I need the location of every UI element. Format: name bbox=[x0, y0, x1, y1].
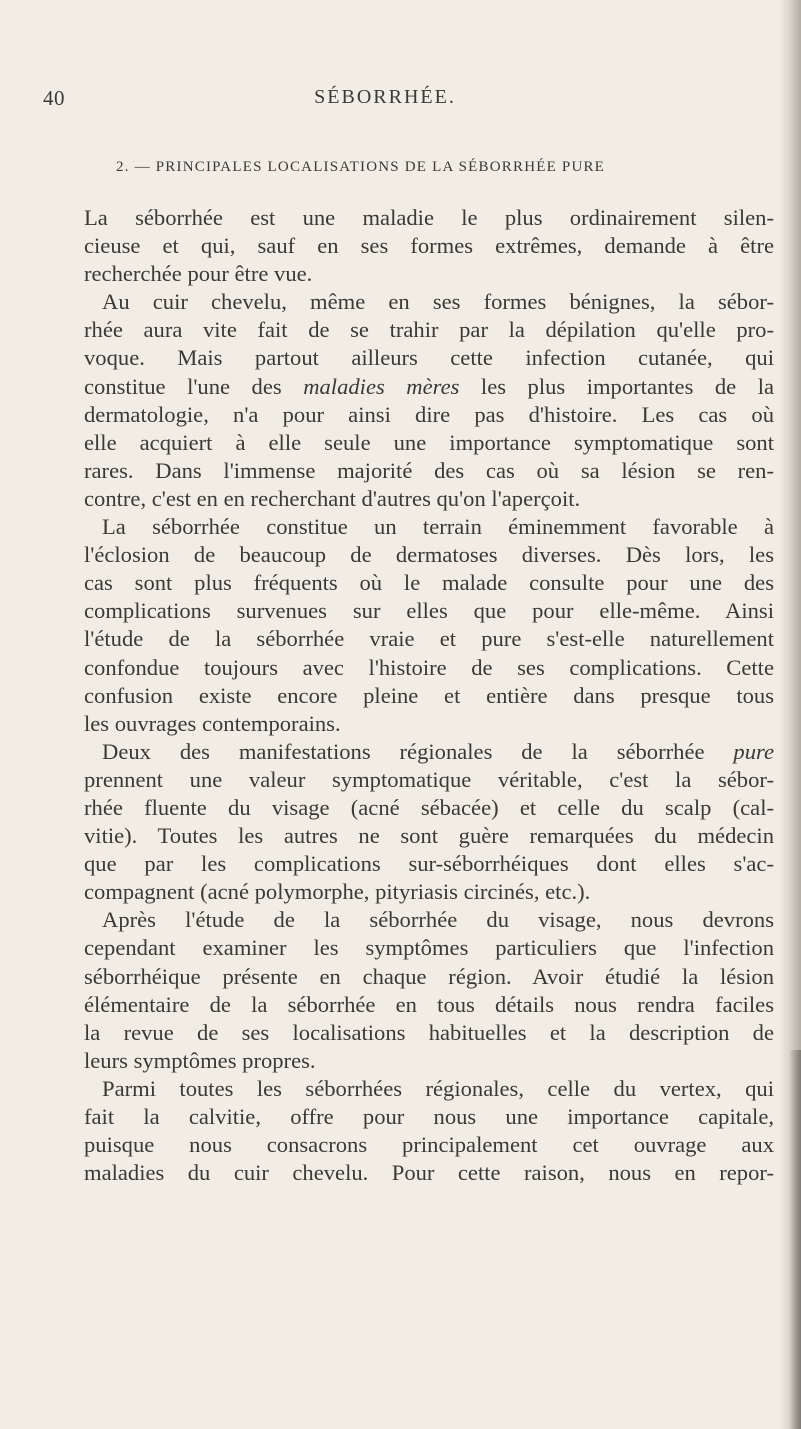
text-line: La séborrhée est une maladie le plus ordinairement silen- bbox=[84, 205, 774, 230]
text-line: voque. Mais partout ailleurs cette infection cutanée, qui bbox=[84, 345, 774, 371]
text-line: fait la calvitie, offre pour nous une importance capitale, bbox=[84, 1104, 774, 1129]
text-line: l'éclosion de beaucoup de dermatoses diverses. Dès lors, les bbox=[84, 542, 774, 568]
text-line: Parmi toutes les séborrhées régionales, celle du vertex, qui bbox=[102, 1075, 774, 1101]
page-header bbox=[0, 86, 801, 116]
text-line: rhée aura vite fait de se trahir par la dépilation qu'elle pro- bbox=[84, 317, 774, 343]
text-line: dermatologie, n'a pour ainsi dire pas d'histoire. Les cas où bbox=[84, 401, 774, 427]
text-line bbox=[84, 373, 774, 401]
text-line: que par les complications sur-séborrhéiques dont elles s'ac- bbox=[84, 851, 774, 877]
text-line: elle acquiert à elle seule une importance symptomatique sont bbox=[84, 429, 774, 455]
text-line: séborrhéique présente en chaque région. Avoir étudié la lésion bbox=[84, 963, 774, 989]
text-line bbox=[84, 738, 774, 766]
text-line: recherchée pour être vue. bbox=[84, 261, 313, 287]
section-heading bbox=[116, 159, 736, 176]
italic-term: pure bbox=[733, 738, 774, 764]
text-line: la revue de ses localisations habituelles et la description de bbox=[84, 1019, 774, 1045]
text-segment: constitue l'une des bbox=[84, 373, 282, 399]
page-number: 40 bbox=[43, 86, 65, 110]
text-line: confondue toujours avec l'histoire de ses complications. Cette bbox=[84, 654, 774, 680]
text-line: leurs symptômes propres. bbox=[84, 1047, 316, 1073]
text-segment: les plus importantes de la bbox=[480, 373, 775, 399]
text-line: maladies du cuir chevelu. Pour cette raison, nous en repor- bbox=[84, 1160, 774, 1186]
section-title: PRINCIPALES LOCALISATIONS DE LA SÉBORRHÉE PURE bbox=[155, 159, 606, 175]
text-line: compagnent (acné polymorphe, pityriasis circinés, etc.). bbox=[84, 879, 591, 905]
text-line: cependant examiner les symptômes particuliers que l'infection bbox=[84, 935, 774, 961]
text-segment: Deux des manifestations régionales de la séborrhée bbox=[102, 738, 705, 764]
text-line: les ouvrages contemporains. bbox=[84, 710, 341, 736]
running-title: SÉBORRHÉE. bbox=[314, 86, 456, 108]
text-line: vitie). Toutes les autres ne sont guère remarquées du médecin bbox=[84, 823, 774, 849]
text-line: l'étude de la séborrhée vraie et pure s'est-elle naturellement bbox=[84, 626, 774, 652]
text-line: cas sont plus fréquents où le malade consulte pour une des bbox=[84, 570, 774, 596]
text-line: rhée fluente du visage (acné sébacée) et celle du scalp (cal- bbox=[84, 794, 774, 820]
page-edge-dark-strip bbox=[789, 1050, 801, 1429]
italic-term: maladies mères bbox=[303, 373, 460, 399]
text-line: Au cuir chevelu, même en ses formes bénignes, la sébor- bbox=[102, 289, 774, 315]
body-text bbox=[84, 204, 774, 1187]
text-line: cieuse et qui, sauf en ses formes extrêmes, demande à être bbox=[84, 233, 774, 259]
text-line: élémentaire de la séborrhée en tous détails nous rendra faciles bbox=[84, 991, 774, 1017]
text-line: rares. Dans l'immense majorité des cas où sa lésion se ren- bbox=[84, 457, 774, 483]
text-line: prennent une valeur symptomatique véritable, c'est la sébor- bbox=[84, 766, 774, 792]
text-line: complications survenues sur elles que pour elle-même. Ainsi bbox=[84, 598, 774, 624]
text-line: La séborrhée constitue un terrain éminemment favorable à bbox=[102, 514, 774, 540]
text-line: Après l'étude de la séborrhée du visage, nous devrons bbox=[102, 907, 774, 933]
text-line: contre, c'est en en recherchant d'autres qu'on l'aperçoit. bbox=[84, 485, 581, 511]
text-line: puisque nous consacrons principalement cet ouvrage aux bbox=[84, 1132, 774, 1158]
section-number: 2. bbox=[116, 159, 130, 175]
text-line: confusion existe encore pleine et entière dans presque tous bbox=[84, 682, 774, 708]
section-dash: — bbox=[134, 159, 151, 175]
